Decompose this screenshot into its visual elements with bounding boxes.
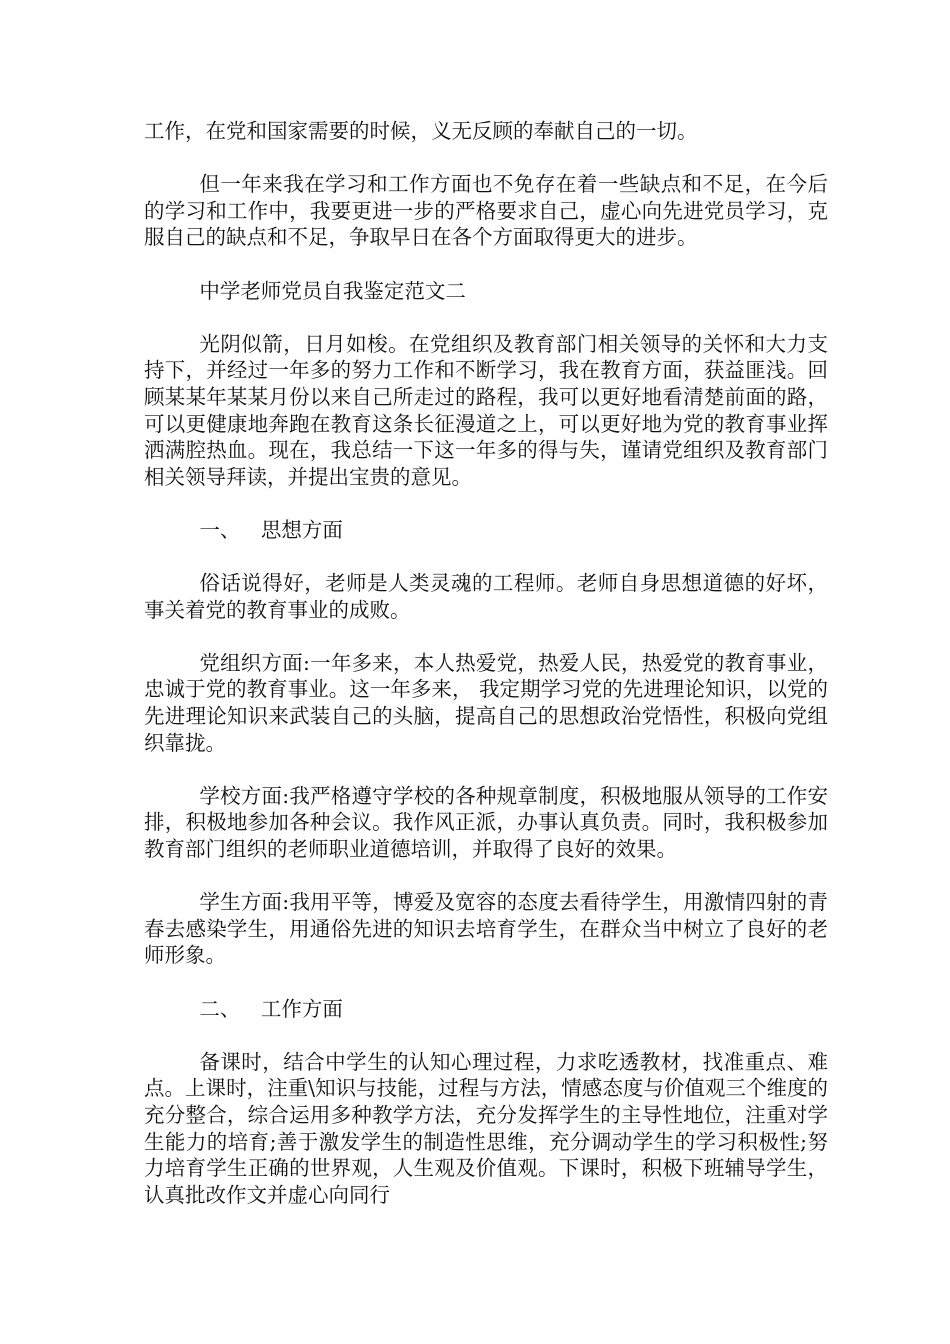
heading-work <box>144 996 828 1023</box>
paragraph-continued: 工作，在党和国家需要的时候，义无反顾的奉献自己的一切。 <box>144 119 698 143</box>
paragraph-school: 学校方面:我严格遵守学校的各种规章制度，积极地服从领导的工作安排，积极地参加各种会议。我作风正派，办事认真负责。同时，我积极参加教育部门组织的老师职业道德培训，并取得了良好的效果。 <box>144 783 828 862</box>
heading-thought <box>144 517 828 544</box>
paragraph-shortcomings: 但一年来我在学习和工作方面也不免存在着一些缺点和不足，在今后的学习和工作中，我要更进一步的严格要求自己，虚心向先进党员学习，克服自己的缺点和不足，争取早日在各个方面取得更大的进步。 <box>144 172 828 250</box>
paragraph-saying: 俗话说得好，老师是人类灵魂的工程师。老师自身思想道德的好坏，事关着党的教育事业的成败。 <box>144 571 828 622</box>
heading-text: 工作方面 <box>260 996 343 1021</box>
document-page <box>144 118 828 1235</box>
section-title: 中学老师党员自我鉴定范文二 <box>199 278 466 303</box>
paragraph-intro: 光阴似箭，日月如梭。在党组织及教育部门相关领导的关怀和大力支持下，并经过一年多的努力工作和不断学习，我在教育方面，获益匪浅。回顾某某年某某月份以来自己所走过的路程，我可以更好地看清楚前面的路，可以更健康地奔跑在教育这条长征漫道之上，可以更好地为党的教育事业挥洒满腔热血。现在，我总结一下这一年多的得与失，谨请党组织及教育部门相关领导拜读，并提出宝贵的意见。 <box>144 331 828 489</box>
paragraph-lesson-prep: 备课时，结合中学生的认知心理过程，力求吃透教材，找准重点、难点。上课时，注重\知识与技能，过程与方法，情感态度与价值观三个维度的充分整合，综合运用多种教学方法，充分发挥学生的主导性地位，注重对学生能力的培育;善于激发学生的制造性思维，充分调动学生的学习积极性;努力培育学生正确的世界观，人生观及价值观。下课时，积极下班辅导学生，认真批改作文并虚心向同行 <box>144 1049 828 1207</box>
heading-text: 思想方面 <box>260 517 343 542</box>
paragraph-students: 学生方面:我用平等，博爱及宽容的态度去看待学生，用激情四射的青春去感染学生，用通俗先进的知识去培育学生，在群众当中树立了良好的老师形象。 <box>144 890 828 968</box>
heading-number: 二、 <box>199 996 241 1021</box>
heading-number: 一、 <box>199 517 241 542</box>
paragraph-party: 党组织方面:一年多来，本人热爱党，热爱人民，热爱党的教育事业，忠诚于党的教育事业。这一年多来， 我定期学习党的先进理论知识，以党的先进理论知识来武装自己的头脑，提高自己的思想政治党悟性，积极向党组织靠拢。 <box>144 650 828 755</box>
